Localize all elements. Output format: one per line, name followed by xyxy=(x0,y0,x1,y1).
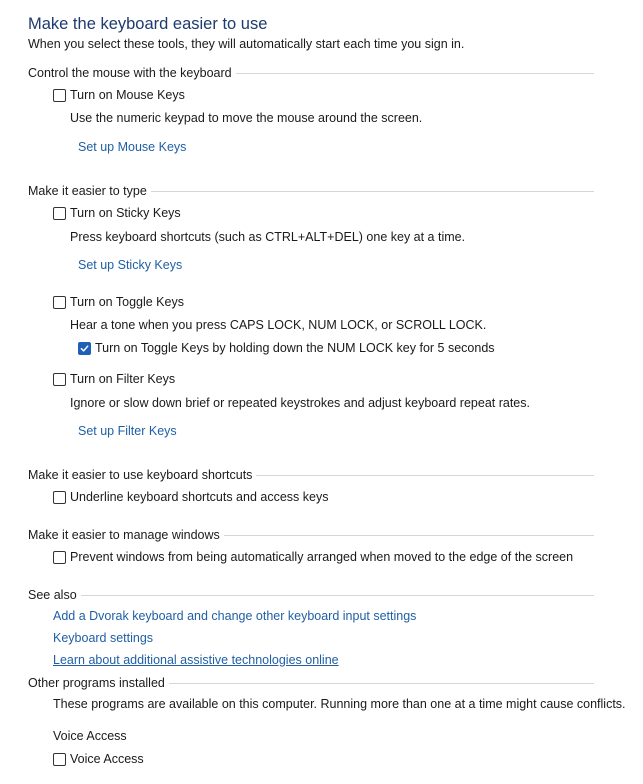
checkbox-box[interactable] xyxy=(53,753,66,766)
section-shortcuts-heading: Make it easier to use keyboard shortcuts xyxy=(28,468,253,482)
filter-keys-label: Turn on Filter Keys xyxy=(70,372,176,386)
checkbox-box[interactable] xyxy=(53,207,66,220)
checkbox-box[interactable] xyxy=(53,296,66,309)
filter-keys-description: Ignore or slow down brief or repeated keystrokes and adjust keyboard repeat rates. xyxy=(70,396,530,410)
checkmark-icon xyxy=(80,344,89,353)
filter-keys-checkbox[interactable] xyxy=(53,371,175,387)
prevent-window-arrange-checkbox[interactable] xyxy=(53,549,573,565)
checkbox-box[interactable] xyxy=(53,373,66,386)
keyboard-settings-link[interactable]: Keyboard settings xyxy=(53,631,154,645)
mouse-keys-checkbox[interactable] xyxy=(53,87,185,103)
page-subtitle: When you select these tools, they will automatically start each time you sign in. xyxy=(28,37,465,51)
section-typing-heading: Make it easier to type xyxy=(28,184,147,198)
checkbox-box[interactable] xyxy=(53,491,66,504)
voice-access-label: Voice Access xyxy=(70,752,144,766)
setup-filter-keys-link[interactable]: Set up Filter Keys xyxy=(78,424,177,438)
section-other-programs-heading: Other programs installed xyxy=(28,676,165,690)
underline-shortcuts-checkbox[interactable] xyxy=(53,489,328,505)
section-shortcuts xyxy=(28,467,594,483)
section-divider xyxy=(224,535,594,536)
section-other-programs xyxy=(28,675,594,691)
section-windows-heading: Make it easier to manage windows xyxy=(28,528,220,542)
section-mouse xyxy=(28,65,594,81)
setup-sticky-keys-link[interactable]: Set up Sticky Keys xyxy=(78,258,183,272)
checkbox-box[interactable] xyxy=(53,89,66,102)
sticky-keys-checkbox[interactable] xyxy=(53,205,181,221)
section-divider xyxy=(256,475,594,476)
section-divider xyxy=(81,595,594,596)
section-see-also-heading: See also xyxy=(28,588,77,602)
section-divider xyxy=(169,683,594,684)
section-typing xyxy=(28,183,594,199)
toggle-keys-description: Hear a tone when you press CAPS LOCK, NUM LOCK, or SCROLL LOCK. xyxy=(70,318,487,332)
other-programs-description: These programs are available on this computer. Running more than one at a time might cause conflicts. xyxy=(53,697,626,711)
checkbox-box[interactable] xyxy=(78,342,91,355)
assistive-technologies-link[interactable]: Learn about additional assistive technologies online xyxy=(53,653,339,667)
setup-mouse-keys-link[interactable]: Set up Mouse Keys xyxy=(78,140,187,154)
toggle-keys-numlock-checkbox[interactable] xyxy=(78,340,495,356)
voice-access-checkbox[interactable] xyxy=(53,751,144,767)
page-title: Make the keyboard easier to use xyxy=(28,15,268,33)
sticky-keys-label: Turn on Sticky Keys xyxy=(70,206,181,220)
mouse-keys-description: Use the numeric keypad to move the mouse around the screen. xyxy=(70,111,423,125)
toggle-keys-numlock-label: Turn on Toggle Keys by holding down the NUM LOCK key for 5 seconds xyxy=(95,341,495,355)
program-name: Voice Access xyxy=(53,729,127,743)
section-windows xyxy=(28,527,594,543)
mouse-keys-label: Turn on Mouse Keys xyxy=(70,88,185,102)
section-mouse-heading: Control the mouse with the keyboard xyxy=(28,66,232,80)
section-divider xyxy=(236,73,594,74)
checkbox-box[interactable] xyxy=(53,551,66,564)
underline-shortcuts-label: Underline keyboard shortcuts and access keys xyxy=(70,490,329,504)
section-see-also xyxy=(28,587,594,603)
sticky-keys-description: Press keyboard shortcuts (such as CTRL+ALT+DEL) one key at a time. xyxy=(70,230,466,244)
prevent-window-arrange-label: Prevent windows from being automatically arranged when moved to the edge of the screen xyxy=(70,550,574,564)
toggle-keys-label: Turn on Toggle Keys xyxy=(70,295,184,309)
toggle-keys-checkbox[interactable] xyxy=(53,294,184,310)
dvorak-keyboard-link[interactable]: Add a Dvorak keyboard and change other keyboard input settings xyxy=(53,609,417,623)
section-divider xyxy=(151,191,594,192)
